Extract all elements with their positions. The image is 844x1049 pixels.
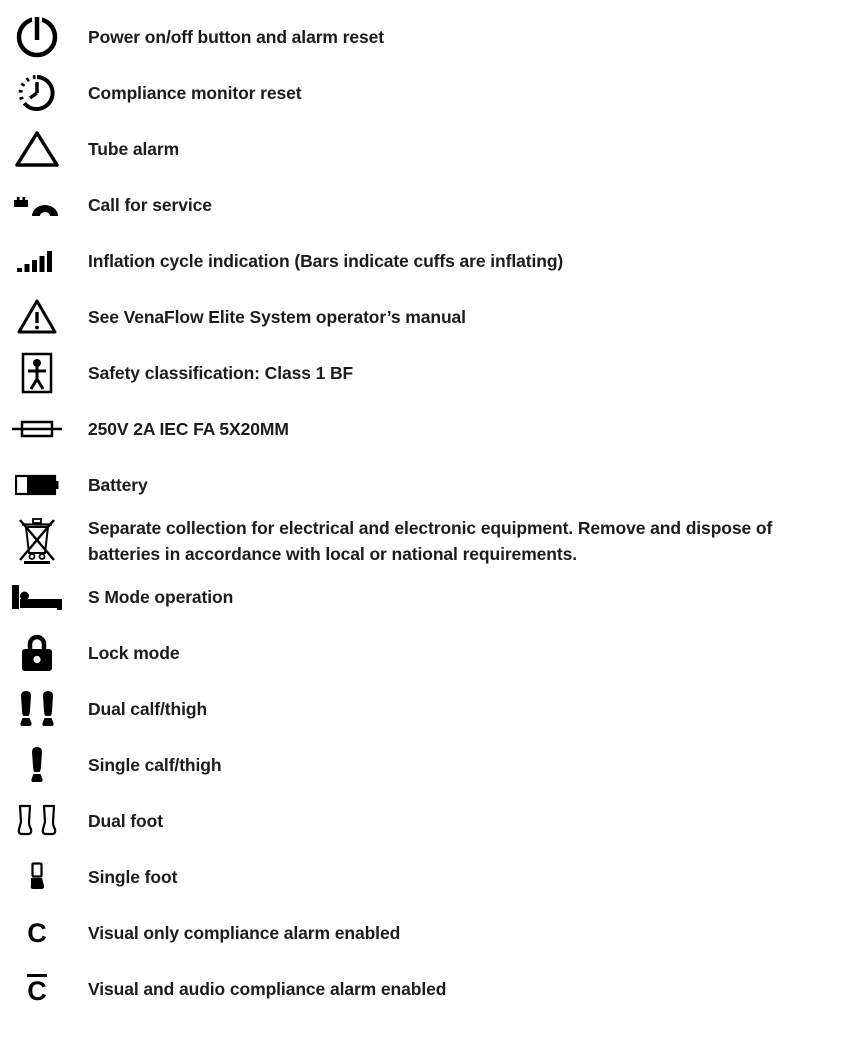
legend-label: Visual only compliance alarm enabled bbox=[88, 922, 401, 943]
dual-calf-thigh-icon bbox=[8, 690, 66, 728]
legend-label: Separate collection for electrical and electronic equipment. Remove and dispose of batteries in accordance with local or national requirements. bbox=[88, 517, 773, 564]
legend-row bbox=[8, 177, 830, 233]
c-glyph: C bbox=[27, 975, 47, 1006]
legend-label: Single foot bbox=[88, 866, 178, 887]
compliance-reset-icon bbox=[8, 73, 66, 113]
legend-label: Call for service bbox=[88, 194, 212, 215]
legend-row bbox=[8, 289, 830, 345]
legend-label: Power on/off button and alarm reset bbox=[88, 26, 384, 47]
legend-row bbox=[8, 65, 830, 121]
legend-row bbox=[8, 345, 830, 401]
legend-label: Visual and audio compliance alarm enabled bbox=[88, 978, 447, 999]
inflation-bars-icon bbox=[8, 248, 66, 274]
legend-label: Tube alarm bbox=[88, 138, 180, 159]
legend-label: 250V 2A IEC FA 5X20MM bbox=[88, 418, 289, 439]
dual-foot-icon bbox=[8, 804, 66, 838]
legend-row bbox=[8, 121, 830, 177]
tube-alarm-icon bbox=[8, 130, 66, 168]
call-service-icon bbox=[8, 192, 66, 218]
lock-icon bbox=[8, 633, 66, 673]
legend-label: Compliance monitor reset bbox=[88, 82, 302, 103]
c-glyph: C bbox=[27, 917, 47, 948]
single-foot-icon bbox=[8, 862, 66, 892]
legend-row bbox=[8, 569, 830, 625]
legend-label: Lock mode bbox=[88, 642, 180, 663]
s-mode-bed-icon bbox=[8, 584, 66, 610]
legend-row bbox=[8, 681, 830, 737]
legend-label: Safety classification: Class 1 BF bbox=[88, 362, 354, 383]
legend-label: S Mode operation bbox=[88, 586, 234, 607]
single-calf-thigh-icon bbox=[8, 746, 66, 784]
legend-row bbox=[8, 849, 830, 905]
legend-row bbox=[8, 737, 830, 793]
legend-row bbox=[8, 401, 830, 457]
legend-label: Battery bbox=[88, 474, 148, 495]
class1-bf-icon bbox=[8, 352, 66, 394]
legend-row bbox=[8, 457, 830, 513]
weee-bin-icon bbox=[8, 516, 66, 566]
legend-label: Dual calf/thigh bbox=[88, 698, 208, 719]
visual-audio-alarm-c-icon bbox=[8, 974, 66, 1005]
operators-manual-warning-icon bbox=[8, 298, 66, 336]
legend-row bbox=[8, 625, 830, 681]
visual-alarm-c-icon bbox=[8, 917, 66, 948]
fuse-icon bbox=[8, 420, 66, 438]
legend-label: Dual foot bbox=[88, 810, 163, 831]
legend-row bbox=[8, 513, 830, 569]
battery-icon bbox=[8, 473, 66, 497]
legend-label: See VenaFlow Elite System operator’s manual bbox=[88, 306, 466, 327]
legend-label: Single calf/thigh bbox=[88, 754, 222, 775]
legend-row bbox=[8, 793, 830, 849]
legend-row bbox=[8, 9, 830, 65]
legend-row bbox=[8, 905, 830, 961]
legend-row bbox=[8, 961, 830, 1017]
legend-label: Inflation cycle indication (Bars indicate cuffs are inflating) bbox=[88, 250, 564, 271]
legend-row bbox=[8, 233, 830, 289]
power-icon bbox=[8, 15, 66, 59]
